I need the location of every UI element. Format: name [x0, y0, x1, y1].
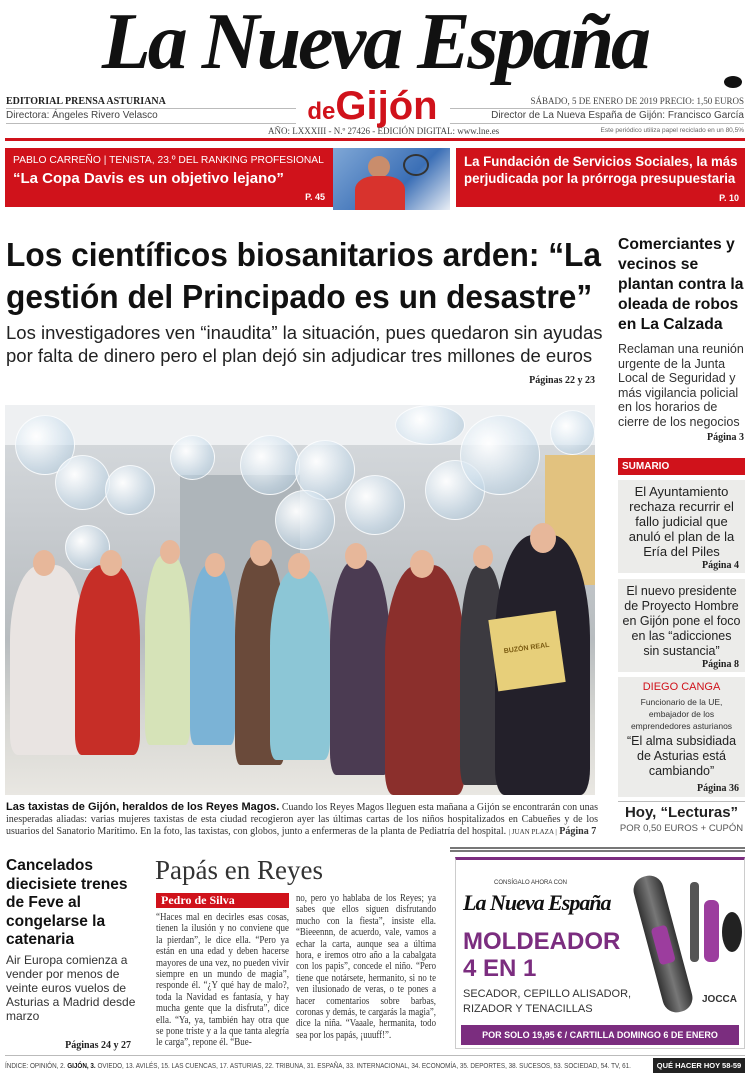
taxistas-photo — [5, 405, 595, 795]
que-hacer-link[interactable]: QUÉ HACER HOY 58-59 — [653, 1058, 745, 1073]
subtitle-city: Gijón — [335, 84, 438, 128]
lead-subhead: Los investigadores ven “inaudita” la situación, pues quedaron sin ayudas por falta de dinero pero el plan dejó sin adjudicar tres millones de euros — [6, 322, 603, 366]
caption-body: Cuando los Reyes Magos lleguen esta mañana a Gijón se encontrarán con unas inesperadas aliadas: varias mujeres taxistas de esta ciudad recogieron ayer las últimas cartas de los niños hospitalizados en Cabueñes y de los usuarios del Sanatorio Marítimo. En la foto, las taxistas, con globos, junto a enfermeras de la planta de Pediatría del hospital. — [6, 802, 598, 837]
column-author: Pedro de Silva — [156, 893, 289, 908]
banner-kicker: PABLO CARREÑO | TENISTA, 23.º DEL RANKING PROFESIONAL — [13, 154, 324, 166]
ad-footer: POR SOLO 19,95 € / CARTILLA DOMINGO 6 DE ENERO — [461, 1025, 739, 1045]
banner-page: P. 45 — [305, 192, 325, 202]
banner-fundacion[interactable] — [456, 148, 745, 207]
banner-carreno[interactable] — [5, 148, 333, 207]
interview-page: Página 36 — [697, 783, 739, 794]
sumario-item[interactable] — [618, 480, 745, 573]
sumario-page: Página 4 — [702, 560, 739, 571]
column-col2 — [296, 893, 436, 1041]
sumario-page: Página 8 — [702, 659, 739, 670]
side-page: Página 3 — [707, 432, 744, 443]
director: Director de La Nueva España de Gijón: Francisco García — [491, 110, 744, 121]
banner-page: P. 10 — [719, 193, 739, 203]
feve-body: Air Europa comienza a vender por menos de veinte euros vuelos de Asturias a Madrid desde marzo — [6, 953, 136, 1023]
mailbox-label: BUZÓN REAL — [488, 611, 565, 692]
divider — [6, 108, 296, 109]
divider — [450, 108, 744, 109]
ad-product-line2: 4 EN 1 — [463, 955, 537, 982]
promo-subtitle: POR 0,50 EUROS + CUPÓN — [619, 823, 744, 834]
promo-title[interactable]: Hoy, “Lecturas” — [624, 804, 739, 821]
interview-name: DIEGO CANGA — [642, 681, 721, 693]
recycled-note: Este periódico utiliza papel reciclado en un 80,5% — [600, 127, 744, 134]
photo-credit: | JUAN PLAZA | — [508, 828, 557, 836]
ad-brand: La Nueva España — [463, 890, 611, 915]
banner-headline: La Fundación de Servicios Sociales, la más perjudicada por la prórroga presupuestaria — [464, 154, 738, 186]
ad-moldeador[interactable] — [455, 857, 745, 1049]
caption-page: Página 7 — [559, 826, 597, 837]
feve-page: Páginas 24 y 27 — [65, 1040, 131, 1051]
divider — [450, 123, 744, 124]
date-price: SÁBADO, 5 DE ENERO DE 2019 PRECIO: 1,50 EUROS — [530, 96, 744, 106]
ad-desc-line1: SECADOR, CEPILLO ALISADOR, — [463, 988, 632, 1000]
divider — [618, 801, 745, 802]
divider — [6, 123, 296, 124]
divider — [5, 1055, 745, 1056]
lead-page: Páginas 22 y 23 — [529, 375, 595, 386]
directora: Directora: Ángeles Rivero Velasco — [6, 110, 158, 121]
sumario-text: El nuevo presidente de Proyecto Hombre en Gijón pone el foco en las “adicciones sin sustancia” — [622, 583, 741, 658]
subtitle-de: de — [307, 98, 336, 125]
masthead-logo-icon — [724, 76, 742, 88]
sumario-item[interactable] — [618, 579, 745, 672]
tennis-player-photo — [333, 148, 450, 210]
side-body: Reclaman una reunión urgente de la Junta Local de Seguridad y más vigilancia policial en los horarios de cierre de los negocios — [618, 342, 744, 429]
index-label: ÍNDICE: — [5, 1061, 29, 1070]
interview-quote: “El alma subsidiada de Asturias está cambiando” — [626, 734, 737, 778]
sumario-text: El Ayuntamiento rechaza recurrir el fallo judicial que anuló el plan de la Ería del Piles — [628, 484, 735, 559]
section-rule — [450, 847, 745, 852]
column-title[interactable]: Papás en Reyes — [155, 855, 323, 885]
ad-kicker: CONSÍGALO AHORA CON — [494, 880, 568, 886]
hair-dryer-icon — [630, 873, 695, 1016]
kicker-desc: TENISTA, 23.º DEL RANKING PROFESIONAL — [109, 154, 324, 166]
side-headline[interactable]: Comerciantes y vecinos se plantan contra la oleada de robos en La Calzada — [618, 236, 744, 333]
interview-desc: Funcionario de la UE, embajador de los emprendedores asturianos — [630, 697, 733, 731]
lead-headline[interactable]: Los científicos biosanitarios arden: “La gestión del Principado es un desastre” — [6, 236, 602, 315]
masthead-title[interactable]: La Nueva España — [101, 0, 649, 86]
sumario-interview[interactable] — [618, 677, 745, 797]
brush-attachments-icon — [688, 882, 742, 967]
photo-caption — [6, 801, 598, 838]
edition-info: AÑO: LXXXIII - N.º 27426 - EDICIÓN DIGITAL: www.lne.es — [268, 126, 500, 136]
banner-quote: “La Copa Davis es un objetivo lejano” — [13, 170, 284, 187]
feve-headline[interactable]: Cancelados diecisiete trenes de Feve al congelarse la catenaria — [6, 857, 128, 948]
index-bar — [5, 1061, 645, 1071]
index-post: OVIEDO, 13. AVILÉS, 15. LAS CUENCAS, 17. ASTURIAS, 22. TRIBUNA, 31. ESPAÑA, 33. INTERNACIONAL, 34. ECONOMÍA, 35. DEPORTES, 38. SUCESOS, 53. SOCIEDAD, 54. TV, 61. — [97, 1061, 631, 1070]
column-col1 — [156, 912, 289, 1049]
kicker-name: PABLO CARREÑO — [13, 154, 101, 166]
ad-desc-line2: RIZADOR Y TENACILLAS — [463, 1003, 593, 1015]
index-pre: OPINIÓN, 2. — [29, 1061, 66, 1070]
index-bold: GIJÓN, 3. — [67, 1061, 96, 1070]
ad-maker: JOCCA — [702, 994, 738, 1005]
caption-title: Las taxistas de Gijón, heraldos de los Reyes Magos. — [6, 801, 280, 813]
publisher: EDITORIAL PRENSA ASTURIANA — [6, 96, 166, 107]
sumario-label: SUMARIO — [618, 458, 745, 475]
masthead-rule — [5, 138, 745, 141]
ad-product-line1: MOLDEADOR — [463, 928, 621, 955]
column-text: no, pero yo hablaba de los Reyes; ya sabes que ellos siguen disfrutando mucho con la fiesta”, insiste ella. “Bieeennn, de acuerdo, vale, vamos a echar la carta, aunque sea a última hora, e iremos otro año a la cabalgata con los papis”, concede el niño. “Pero tiene que notársete, hermanito, si no te ven ilusionado de veras, o te pones a hacer comentarios sobre barbas, coronas y demás, te cargarás la magia”, dice la niña. “Vaaale, hermanita, todo sea por los papás, ¡uuuff!”. — [296, 893, 436, 1041]
column-text: “Haces mal en decirles esas cosas, tienen la ilusión y no conviene que la pierdan”, le dice ella. “Pero ya están en una edad y deben hacerse mayores de una vez, no pueden vivir siempre en un mundo de magia”, responde él. “¿Y qué hay de malo?, toda la Navidad es fantasía, y hay mucha gente que la disfruta”, dice ella. “Ya, ya, también hay otra que se pone triste y a la que tanta alegría le carga”, repone él. “Bue- — [156, 912, 289, 1049]
